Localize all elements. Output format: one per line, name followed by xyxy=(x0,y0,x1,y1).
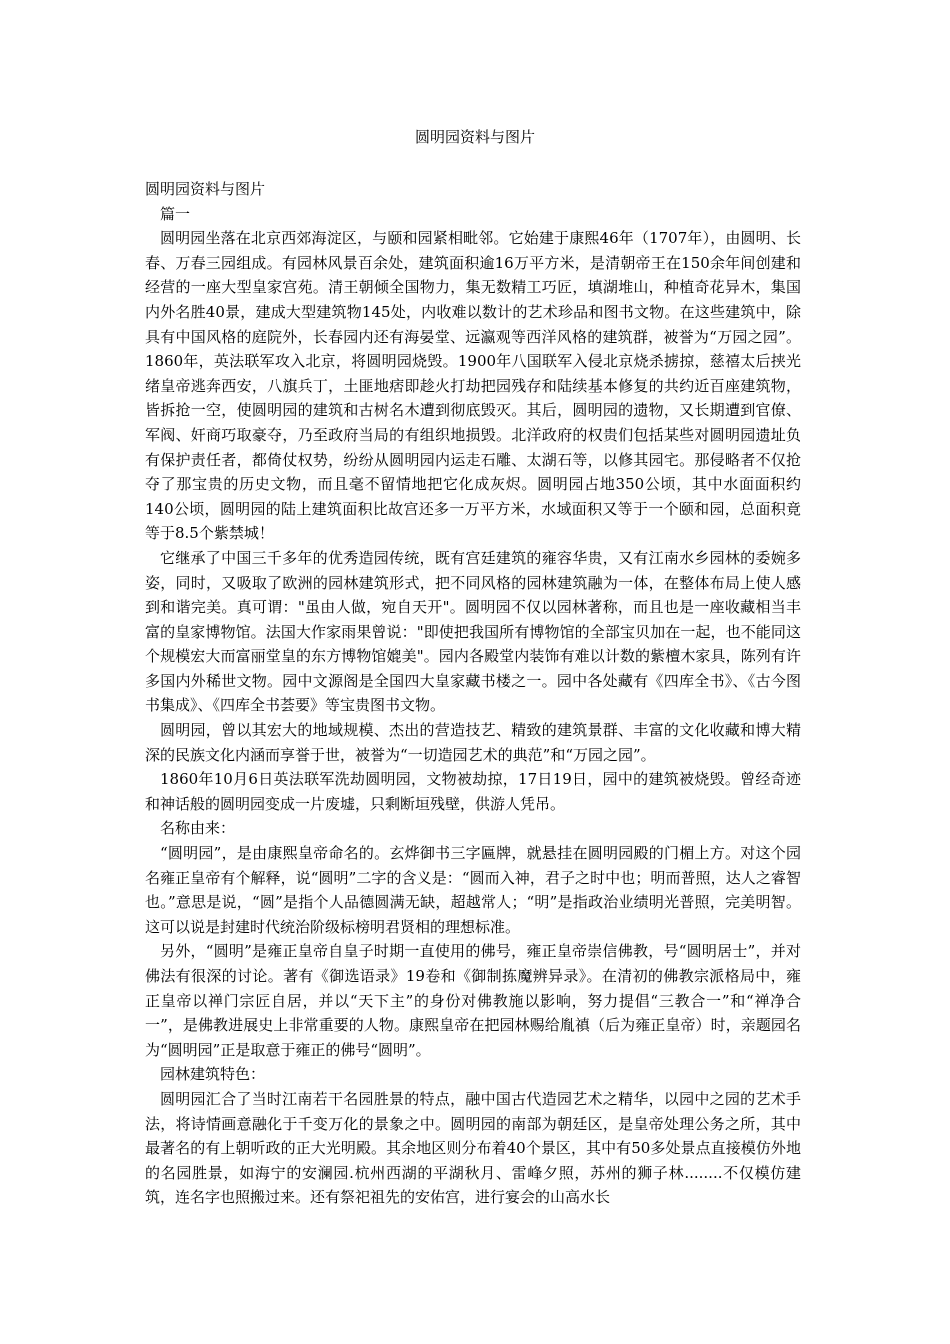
paragraph-buddhist-name: 另外，“圆明”是雍正皇帝自皇子时期一直使用的佛号，雍正皇帝崇信佛教，号“圆明居士”，并对佛法有很深的讨论。著有《御选语录》19卷和《御制拣魔辨异录》。在清初的佛教宗派格局中，雍正皇帝以禅门宗匠自居，并以“天下主”的身份对佛教施以影响，努力提倡“三教合一”和“禅净合一”，是佛教进展史上非常重要的人物。康熙皇帝在把园林赐给胤禛（后为雍正皇帝）时，亲题园名为“圆明园”正是取意于雍正的佛号“圆明”。 xyxy=(145,942,801,1059)
document-title: 圆明园资料与图片 xyxy=(414,128,535,146)
paragraph-reputation: 圆明园，曾以其宏大的地域规模、杰出的营造技艺、精致的建筑景群、丰富的文化收藏和博大精深的民族文化内涵而享誉于世，被誉为“一切造园艺术的典范”和“万园之园”。 xyxy=(145,721,801,764)
body-heading: 圆明园资料与图片 xyxy=(145,180,266,198)
section-label-part-one: 篇一 xyxy=(160,204,191,223)
paragraph-overview: 圆明园坐落在北京西郊海淀区，与颐和园紧相毗邻。它始建于康熙46年（1707年），由圆明、长春、万春三园组成。有园林风景百余处，建筑面积逾16万平方米，是清朝帝王在150余年间创建和经营的一座大型皇家宫苑。清王朝倾全国物力，集无数精工巧匠，填湖堆山，种植奇花异木，集国内外名胜40景，建成大型建筑物145处，内收难以数计的艺术珍品和图书文物。在这些建筑中，除具有中国风格的庭院外，长春园内还有海晏堂、远瀛观等西洋风格的建筑群，被誉为“万园之园”。1860年，英法联军攻入北京，将圆明园烧毁。1900年八国联军入侵北京烧杀掳掠，慈禧太后挟光绪皇帝逃奔西安，八旗兵丁，土匪地痞即趁火打劫把园残存和陆续基本修复的共约近百座建筑物，皆拆抢一空，使圆明园的建筑和古树名木遭到彻底毁灭。其后，圆明园的遗物，又长期遭到官僚、军阀、奸商巧取豪夺，乃至政府当局的有组织地损毁。北洋政府的权贵们包括某些对圆明园遗址负有保护责任者，都倚仗权势，纷纷从圆明园内运走石雕、太湖石等，以修其园宅。那侵略者不仅抢夺了那宝贵的历史文物，而且毫不留情地把它化成灰烬。圆明园占地350公顷，其中水面面积约140公顷，圆明园的陆上建筑面积比故宫还多一万平方米，水域面积又等于一个颐和园，总面积竟等于8.5个紫禁城！ xyxy=(145,229,801,543)
document-body xyxy=(145,177,801,1210)
paragraph-tradition: 它继承了中国三千多年的优秀造园传统，既有宫廷建筑的雍容华贵，又有江南水乡园林的委婉多姿，同时，又吸取了欧洲的园林建筑形式，把不同风格的园林建筑融为一体，在整体布局上使人感到和谐完美。真可谓："虽由人做，宛自天开"。圆明园不仅以园林著称，而且也是一座收藏相当丰富的皇家博物馆。法国大作家雨果曾说："即使把我国所有博物馆的全部宝贝加在一起，也不能同这个规模宏大而富丽堂皇的东方博物馆媲美"。园内各殿堂内装饰有难以计数的紫檀木家具，陈列有许多国内外稀世文物。园中文源阁是全国四大皇家藏书楼之一。园中各处藏有《四库全书》、《古今图书集成》、《四库全书荟要》等宝贵图书文物。 xyxy=(145,548,801,715)
paragraph-destruction: 1860年10月6日英法联军洗劫圆明园，文物被劫掠，17日19日，园中的建筑被烧毁。曾经奇迹和神话般的圆明园变成一片废墟，只剩断垣残壁，供游人凭吊。 xyxy=(145,770,801,813)
section-label-architecture: 园林建筑特色： xyxy=(160,1065,266,1084)
section-label-name-origin: 名称由来： xyxy=(160,819,236,838)
paragraph-architecture: 圆明园汇合了当时江南若干名园胜景的特点，融中国古代造园艺术之精华，以园中之园的艺术手法，将诗情画意融化于千变万化的景象之中。圆明园的南部为朝廷区，是皇帝处理公务之所，其中最著名的有上朝听政的正大光明殿。其余地区则分布着40个景区，其中有50多处景点直接模仿外地的名园胜景，如海宁的安澜园.杭州西湖的平湖秋月、雷峰夕照，苏州的狮子林........不仅模仿建筑，连名字也照搬过来。还有祭祀祖先的安佑宫，进行宴会的山高水长 xyxy=(145,1089,801,1207)
paragraph-name-meaning: “圆明园”，是由康熙皇帝命名的。玄烨御书三字匾牌，就悬挂在圆明园殿的门楣上方。对这个园名雍正皇帝有个解释，说“圆明”二字的含义是：“圆而入神，君子之时中也；明而普照，达人之睿智也。”意思是说，“圆”是指个人品德圆满无缺，超越常人；“明”是指政治业绩明光普照，完美明智。这可以说是封建时代统治阶级标榜明君贤相的理想标准。 xyxy=(145,844,801,936)
